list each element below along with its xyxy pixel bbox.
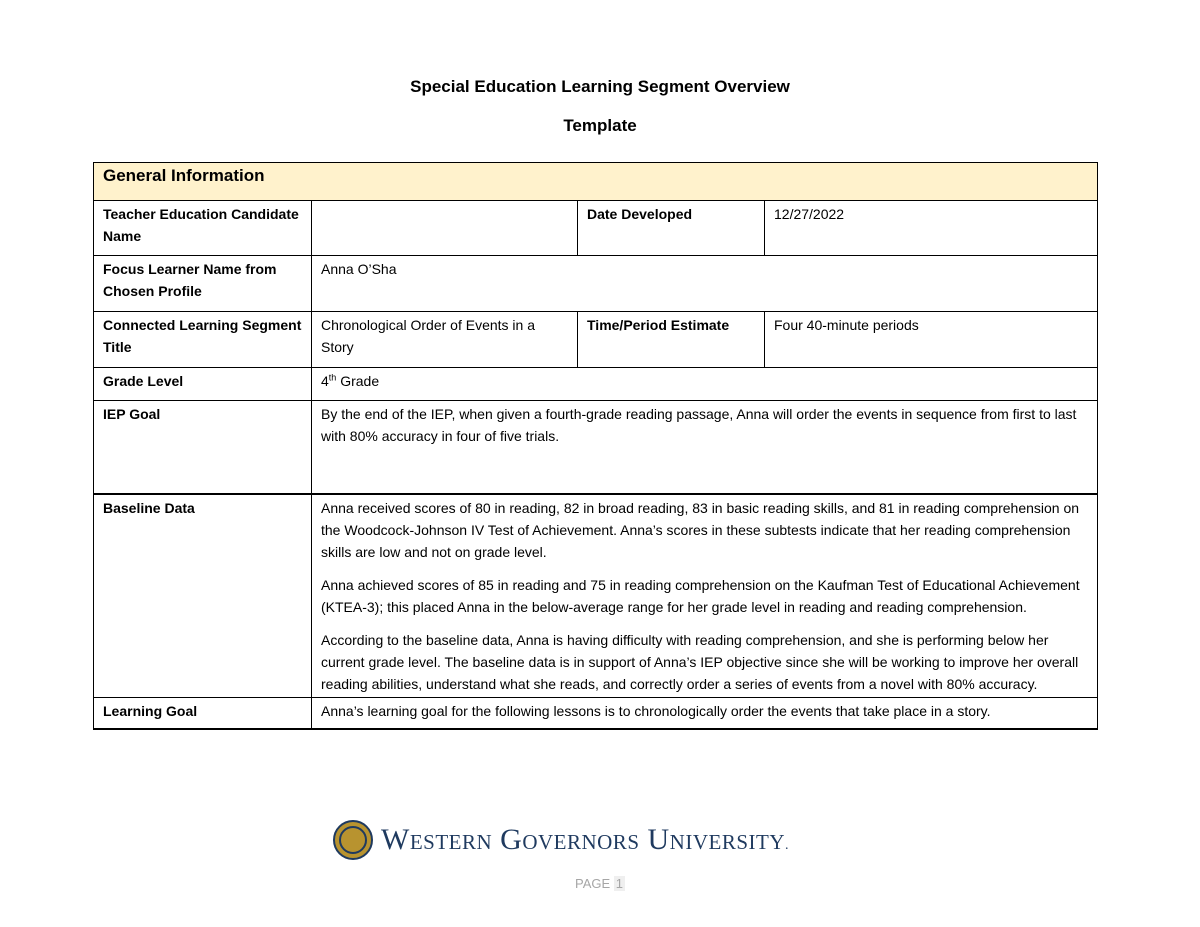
- table-row: [94, 256, 1098, 312]
- page-label: PAGE: [574, 876, 611, 891]
- time-estimate-label: Time/Period Estimate: [578, 312, 765, 368]
- grade-level-label: Grade Level: [94, 368, 312, 401]
- teacher-name-label: Teacher Education Candidate Name: [94, 201, 312, 256]
- table-row: [94, 401, 1098, 494]
- focus-learner-value: Anna O’Sha: [312, 256, 1098, 312]
- date-developed-value: 12/27/2022: [765, 201, 1098, 256]
- baseline-paragraph: Anna received scores of 80 in reading, 82 in broad reading, 83 in basic reading skills, and 81 in reading comprehension on the Woodcock-Johnson IV Test of Achievement. Anna’s scores in these subtests indicate that her reading comprehension skills are low and not on grade level.: [321, 499, 1080, 560]
- table-row: [94, 312, 1098, 368]
- grade-suffix: th: [328, 372, 337, 383]
- university-seal-icon: [333, 820, 373, 860]
- time-estimate-value: Four 40-minute periods: [765, 312, 1098, 368]
- focus-learner-label: Focus Learner Name from Chosen Profile: [94, 256, 312, 312]
- table-row: [94, 494, 1098, 698]
- university-logo: [333, 818, 789, 862]
- baseline-data-value: [312, 494, 1098, 698]
- table-row: [94, 697, 1098, 729]
- university-name: Western Governors University.: [381, 823, 789, 856]
- page-number: [0, 876, 1200, 891]
- learning-goal-label: Learning Goal: [94, 697, 312, 729]
- iep-goal-value: By the end of the IEP, when given a fourth-grade reading passage, Anna will order the events in sequence from first to last with 80% accuracy in four of five trials.: [312, 401, 1098, 494]
- iep-goal-label: IEP Goal: [94, 401, 312, 494]
- document-title: Special Education Learning Segment Overview: [410, 77, 790, 96]
- table-header-row: [94, 163, 1098, 201]
- page-number-value: 1: [615, 876, 624, 891]
- baseline-data-label: Baseline Data: [94, 494, 312, 698]
- teacher-name-value: [312, 201, 578, 256]
- segment-title-label: Connected Learning Segment Title: [94, 312, 312, 368]
- grade-number: 4: [321, 373, 329, 389]
- section-header: General Information: [94, 163, 1098, 201]
- general-information-table: [93, 162, 1098, 730]
- baseline-paragraph: According to the baseline data, Anna is having difficulty with reading comprehension, and she is performing below her current grade level. The baseline data is in support of Anna’s IEP objective since she will be working to improve her overall reading abilities, understand what she reads, and correctly order a series of events from a novel with 80% accuracy.: [321, 631, 1079, 692]
- document-subtitle: Template: [563, 116, 637, 135]
- grade-word: Grade: [336, 373, 380, 389]
- table-row: [94, 368, 1098, 401]
- segment-title-value: Chronological Order of Events in a Story: [312, 312, 578, 368]
- baseline-paragraph: Anna achieved scores of 85 in reading and 75 in reading comprehension on the Kaufman Test of Educational Achievement (KTEA-3); this placed Anna in the below-average range for her grade level in reading and reading comprehension.: [321, 576, 1080, 615]
- grade-level-value: [312, 368, 1098, 401]
- learning-goal-value: Anna’s learning goal for the following lessons is to chronologically order the events that take place in a story.: [312, 697, 1098, 729]
- date-developed-label: Date Developed: [578, 201, 765, 256]
- table-row: [94, 201, 1098, 256]
